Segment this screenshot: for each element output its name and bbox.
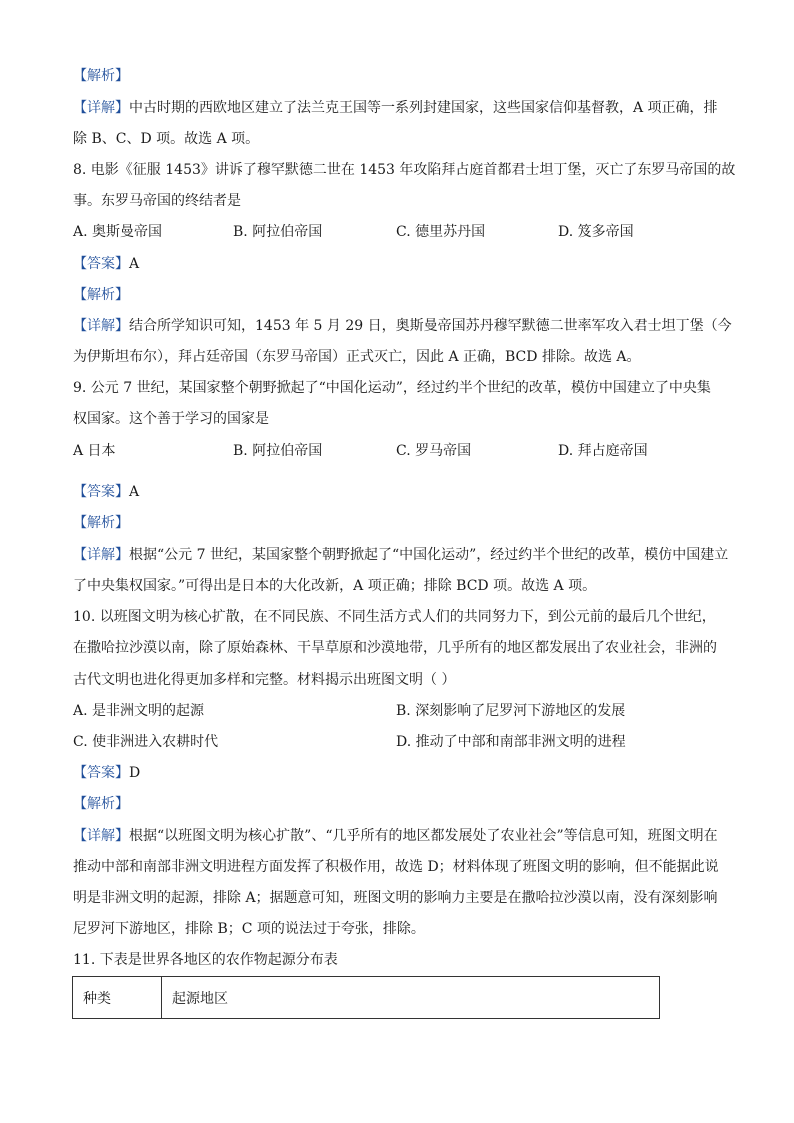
analysis-tag: 【解析】 [73, 68, 129, 84]
detail-tag: 【详解】 [73, 100, 129, 116]
analysis-tag: 【解析】 [73, 515, 129, 531]
option-d: D. 推动了中部和南部非洲文明的进程 [396, 734, 626, 750]
detail-tag: 【详解】 [73, 828, 129, 844]
question-10-stem: 在撒哈拉沙漠以南，除了原始森林、干旱草原和沙漠地带，几乎所有的地区都发展出了农业社会，非洲的 [73, 640, 717, 656]
option-b: B. 深刻影响了尼罗河下游地区的发展 [396, 703, 626, 719]
detail-line [73, 826, 718, 846]
answer-line [73, 763, 140, 783]
analysis-tag: 【解析】 [73, 796, 129, 812]
detail-line [73, 545, 728, 565]
detail-text: 根据“以班图文明为核心扩散”、“几乎所有的地区都发展处了农业社会”等信息可知，班图文明在 [129, 828, 718, 844]
detail-line [73, 98, 718, 118]
question-9-stem: 权国家。这个善于学习的国家是 [73, 411, 269, 427]
table-header-cell: 起源地区 [162, 977, 660, 1019]
option-d: D. 笈多帝国 [558, 224, 634, 240]
detail-tag: 【详解】 [73, 547, 129, 563]
detail-text: 结合所学知识可知，1453 年 5 月 29 日，奥斯曼帝国苏丹穆罕默德二世率军攻入君士坦丁堡（今 [129, 318, 732, 334]
question-10-stem: 10. 以班图文明为核心扩散，在不同民族、不同生活方式人们的共同努力下，到公元前的最后几个世纪， [73, 609, 716, 625]
answer-line [73, 482, 139, 502]
answer-value: A [129, 256, 140, 272]
option-c: C. 使非洲进入农耕时代 [73, 734, 219, 750]
option-a: A. 奥斯曼帝国 [73, 224, 163, 240]
answer-value: A [129, 484, 140, 500]
answer-line [73, 254, 139, 274]
detail-text: 根据“公元 7 世纪，某国家整个朝野掀起了“中国化运动”，经过约半个世纪的改革，模仿中国建立 [129, 547, 729, 563]
detail-line: 推动中部和南部非洲文明进程方面发挥了积极作用，故选 D；材料体现了班图文明的影响，但不能据此说 [73, 859, 719, 875]
option-b: B. 阿拉伯帝国 [233, 443, 323, 459]
option-a: A. 是非洲文明的起源 [73, 703, 205, 719]
answer-tag: 【答案】 [73, 256, 129, 272]
answer-tag: 【答案】 [73, 765, 129, 781]
table-row [73, 977, 660, 1019]
option-c: C. 罗马帝国 [396, 443, 472, 459]
detail-tag: 【详解】 [73, 318, 129, 334]
detail-line: 明是非洲文明的起源，排除 A；据题意可知，班图文明的影响力主要是在撒哈拉沙漠以南，没有深刻影响 [73, 890, 718, 906]
question-9-stem: 9. 公元 7 世纪，某国家整个朝野掀起了“中国化运动”，经过约半个世纪的改革，模仿中国建立了中央集 [73, 380, 711, 396]
analysis-tag: 【解析】 [73, 287, 129, 303]
question-10-stem: 古代文明也进化得更加多样和完整。材料揭示出班图文明（ ） [73, 672, 456, 688]
detail-line: 了中央集权国家。”可得出是日本的大化改新，A 项正确；排除 BCD 项。故选 A 项。 [73, 578, 597, 594]
question-8-stem: 8. 电影《征服 1453》讲诉了穆罕默德二世在 1453 年攻陷拜占庭首都君士坦丁堡，灭亡了东罗马帝国的故 [73, 162, 736, 178]
question-11-stem: 11. 下表是世界各地区的农作物起源分布表 [73, 952, 338, 968]
detail-line: 除 B、C、D 项。故选 A 项。 [73, 131, 260, 147]
detail-line: 为伊斯坦布尔），拜占廷帝国（东罗马帝国）正式灭亡，因此 A 正确，BCD 排除。故选 A。 [73, 349, 641, 365]
option-a: A 日本 [73, 443, 116, 459]
option-c: C. 德里苏丹国 [396, 224, 486, 240]
crop-origin-table [72, 976, 660, 1019]
answer-value: D [129, 765, 141, 781]
answer-tag: 【答案】 [73, 484, 129, 500]
detail-line [73, 316, 732, 336]
question-8-stem: 事。东罗马帝国的终结者是 [73, 193, 241, 209]
option-b: B. 阿拉伯帝国 [233, 224, 323, 240]
detail-text: 中古时期的西欧地区建立了法兰克王国等一系列封建国家，这些国家信仰基督教，A 项正确，排 [129, 100, 718, 116]
detail-line: 尼罗河下游地区，排除 B；C 项的说法过于夸张，排除。 [73, 921, 425, 937]
option-d: D. 拜占庭帝国 [558, 443, 648, 459]
table-header-cell: 种类 [73, 977, 162, 1019]
